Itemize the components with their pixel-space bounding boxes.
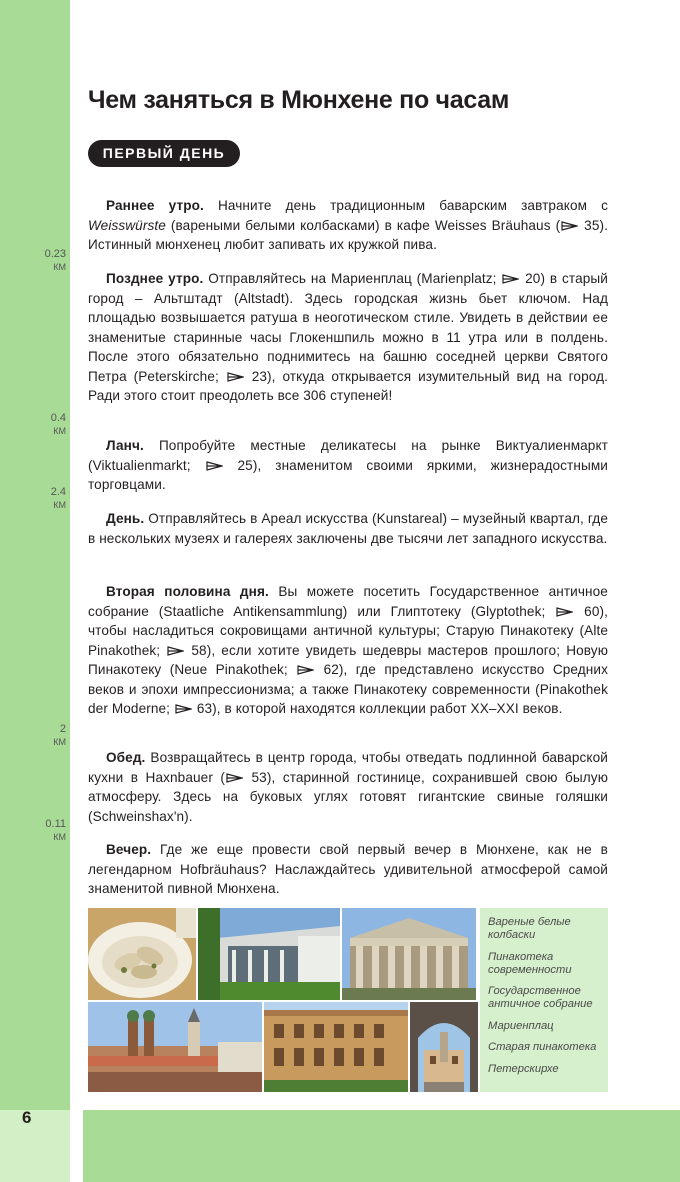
section-text: Отправляйтесь на Мариенплац (Marienplatz; <box>208 271 502 286</box>
section-text: ), чтобы насладиться сокровищами античной культуры; Старую Пинакотеку (Alte Pinakothek; <box>88 603 608 658</box>
section-text: Начните день традиционным баварским завтраком с <box>217 198 608 213</box>
section-text: ). Истинный мюнхенец любит запивать их кружкой пива. <box>88 217 609 252</box>
section-heading: Вечер. <box>106 842 152 857</box>
photo-weisswurst <box>88 908 196 1000</box>
photo-peterskirche <box>410 1002 478 1092</box>
section-text: ) в старый город – Альтштадт (Altstadt). Здесь городская жизнь бьет ключом. Над площадью возвышается ратуша в неоготическом стиле. Увидеть в действии ее знаменитые старинные часы Глокеншпиль можно в 11 утра или в полдень. После этого обязательно поднимитесь на башню соседней церкви Святого Петра (Peterskirche; <box>88 271 608 384</box>
section-heading: Вторая половина дня. <box>106 584 269 599</box>
section-text: ), старинной гостинице, сохранившей свою былую атмосферу. Здесь на буковых углях готовят гигантские свиные голяшки (Schweinshax'n). <box>88 769 608 824</box>
section-text: ), если хотите увидеть шедевры мастеров прошлого; Новую Пинакотеку (Neue Pinakothek; <box>88 642 608 677</box>
caption-marienplatz: Мариенплац <box>488 1019 554 1032</box>
section-heading: Ланч. <box>106 438 144 453</box>
page-ref-number: 20 <box>520 271 541 286</box>
section-afternoon <box>88 509 608 548</box>
page-reference <box>555 604 599 619</box>
section-text: ), где представлено искусство Средних веков и эпохи импрессионизма; а также Пинакотеку современности (Pinakothek der Moderne; <box>88 662 608 716</box>
distance-value: 2.4 <box>50 486 66 498</box>
page-ref-number: 25 <box>223 457 253 473</box>
page-ref-number: 63 <box>192 701 213 716</box>
photo-pinakothek-der-moderne <box>198 908 340 1000</box>
section-heading: День. <box>106 511 145 526</box>
section-heading: Позднее утро. <box>106 271 204 286</box>
section-dinner <box>88 748 608 826</box>
section-text: ), откуда открывается изумительный вид на город. Ради этого стоит преодолеть все 306 ступеней! <box>88 368 609 403</box>
distance-marker <box>34 723 66 749</box>
section-second-half-of-day <box>88 582 608 719</box>
section-text: (вареными белыми колбасками) в кафе Weisses Bräuhaus ( <box>165 217 561 233</box>
page-reference <box>205 458 253 473</box>
distance-marker <box>34 412 66 438</box>
page-ref-number: 60 <box>574 603 600 619</box>
page-ref-arrow-icon <box>501 271 520 286</box>
page-ref-number: 23 <box>244 368 268 384</box>
page-reference <box>225 770 267 785</box>
distance-value: 2 <box>59 723 66 735</box>
page-ref-arrow-icon <box>296 662 315 677</box>
day-badge: ПЕРВЫЙ ДЕНЬ <box>88 140 240 167</box>
section-lunch <box>88 436 608 495</box>
caption-weisswurst: Вареные белые колбаски <box>488 916 571 941</box>
caption-alte-pinakothek: Старая пинакотека <box>488 1041 597 1053</box>
section-text: Где же еще провести свой первый вечер в Мюнхене, как не в легендарном Hofbräuhaus? Наслаждайтесь удивительной атмосферой самой знаменитой пивной Мюнхена. <box>88 842 608 896</box>
distance-marker <box>34 486 66 512</box>
section-evening <box>88 840 608 899</box>
side-color-strip <box>0 0 70 1110</box>
bottom-color-band <box>83 1110 680 1182</box>
section-text: ), знаменитом своими яркими, жизнерадостными торговцами. <box>88 457 609 492</box>
page-title: Чем заняться в Мюнхене по часам <box>88 86 510 114</box>
distance-marker <box>34 248 66 274</box>
section-text: Вы можете посетить Государственное античное собрание (Staatliche Antikensammlung) или Глиптотеку (Glyptothek; <box>88 584 608 619</box>
page-ref-number: 53 <box>244 769 267 785</box>
photo-captions <box>480 908 608 1092</box>
section-late-morning <box>88 269 608 406</box>
section-text: Возвращайтесь в центр города, чтобы отведать подлинной баварской кухни в Haxnbauer ( <box>88 750 608 785</box>
caption-pinakothek-der-moderne: Пинакотека современности <box>488 950 572 976</box>
section-heading: Раннее утро. <box>106 198 204 213</box>
page-reference <box>174 701 212 716</box>
page-reference <box>226 369 267 384</box>
page-reference <box>296 662 339 677</box>
photo-antikensammlung <box>342 908 476 1000</box>
section-early-morning <box>88 196 608 255</box>
page-ref-arrow-icon <box>174 701 193 716</box>
distance-unit: КМ <box>53 426 66 436</box>
section-text: ), в которой находятся коллекции работ XX–XXI веков. <box>212 701 563 716</box>
page-ref-number: 58 <box>185 642 207 658</box>
photo-alte-pinakothek <box>264 1002 408 1092</box>
distance-value: 0.4 <box>50 412 66 424</box>
page-ref-number: 62 <box>315 662 339 677</box>
page-reference <box>166 643 206 658</box>
distance-unit: КМ <box>53 262 66 272</box>
distance-unit: КМ <box>53 500 66 510</box>
page-ref-arrow-icon <box>166 643 185 658</box>
page-ref-arrow-icon <box>560 218 579 233</box>
page-reference <box>501 271 540 286</box>
photo-marienplatz <box>88 1002 262 1092</box>
page-reference <box>560 218 599 233</box>
page-ref-number: 35 <box>579 217 600 233</box>
section-heading: Обед. <box>106 750 146 765</box>
caption-antikensammlung: Государственное античное собрание <box>488 985 593 1010</box>
distance-unit: КМ <box>53 737 66 747</box>
distance-value: 0.23 <box>44 248 66 260</box>
section-text: Отправляйтесь в Ареал искусства (Kunstareal) – музейный квартал, где в нескольких музеях и галереях заключены две тысячи лет западного искусства. <box>88 511 608 546</box>
caption-peterskirche: Петерскирхе <box>488 1062 559 1075</box>
section-text: Попробуйте местные деликатесы на рынке Виктуалиенмаркт (Viktualienmarkt; <box>88 438 608 473</box>
page-number-tab <box>0 1110 70 1182</box>
page-ref-arrow-icon <box>225 770 244 785</box>
page-ref-arrow-icon <box>226 369 245 384</box>
section-italic-term: Weisswürste <box>88 217 166 233</box>
distance-marker <box>34 818 66 844</box>
page-ref-arrow-icon <box>205 458 224 473</box>
distance-unit: КМ <box>53 832 66 842</box>
page-number: 6 <box>22 1108 32 1127</box>
distance-value: 0.11 <box>45 818 66 830</box>
page-ref-arrow-icon <box>555 604 574 619</box>
